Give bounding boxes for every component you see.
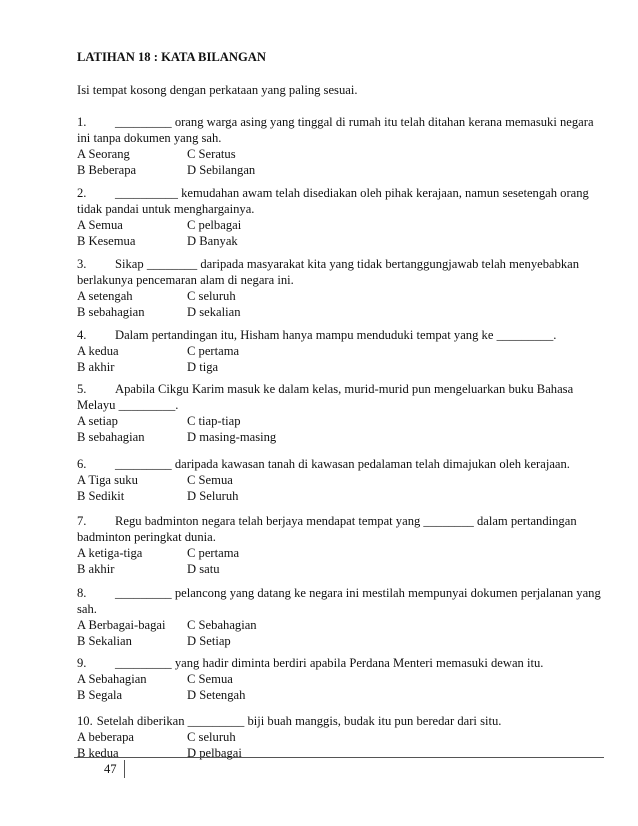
question-1 <box>77 114 602 178</box>
option-d: D masing-masing <box>187 430 277 444</box>
question-number: 7. <box>77 514 87 528</box>
options <box>77 146 602 178</box>
options <box>77 472 602 504</box>
option-b: B sebahagian <box>77 305 145 319</box>
option-d: D sekalian <box>187 305 241 319</box>
option-c: C Semua <box>187 672 233 686</box>
options <box>77 413 602 445</box>
options <box>77 343 602 375</box>
option-a: A kedua <box>77 344 119 358</box>
question-body: __________ kemudahan awam telah disediakan oleh pihak kerajaan, namun sesetengah orang tidak pandai untuk menghargainya. <box>77 186 589 216</box>
question-8 <box>77 585 602 649</box>
question-number: 3. <box>77 257 87 271</box>
question-5 <box>77 381 602 445</box>
option-a: A Semua <box>77 218 123 232</box>
question-3 <box>77 256 602 320</box>
option-b: B kedua <box>77 746 119 760</box>
option-b: B Segala <box>77 688 123 702</box>
option-b: B akhir <box>77 360 115 374</box>
options <box>77 545 602 577</box>
option-d: D Setengah <box>187 688 246 702</box>
question-body: _________ orang warga asing yang tinggal di rumah itu telah ditahan kerana memasuki negara ini tanpa dokumen yang sah. <box>77 115 594 145</box>
question-body: _________ daripada kawasan tanah di kawasan pedalaman telah dimajukan oleh kerajaan. <box>115 457 570 471</box>
question-body: Setelah diberikan _________ biji buah manggis, budak itu pun beredar dari situ. <box>96 714 502 728</box>
question-7 <box>77 513 602 577</box>
question-text <box>77 456 602 472</box>
question-text <box>77 655 602 671</box>
option-d: D Seluruh <box>187 489 239 503</box>
option-a: A Tiga suku <box>77 473 138 487</box>
option-d: D Banyak <box>187 234 238 248</box>
option-b: B akhir <box>77 562 115 576</box>
question-text <box>77 381 602 413</box>
question-number: 8. <box>77 586 87 600</box>
question-number: 4. <box>77 328 87 342</box>
question-number: 9. <box>77 656 87 670</box>
option-c: C Seratus <box>187 147 236 161</box>
question-text <box>77 185 602 217</box>
option-c: C seluruh <box>187 730 236 744</box>
question-number: 6. <box>77 457 87 471</box>
question-6 <box>77 456 602 504</box>
question-10 <box>77 713 602 761</box>
question-text <box>77 713 602 729</box>
option-a: A beberapa <box>77 730 134 744</box>
option-c: C pertama <box>187 546 240 560</box>
question-number: 2. <box>77 186 87 200</box>
question-body: _________ pelancong yang datang ke negara ini mestilah mempunyai dokumen perjalanan yang sah. <box>77 586 601 616</box>
option-d: D satu <box>187 562 220 576</box>
question-body: Regu badminton negara telah berjaya mendapat tempat yang ________ dalam pertandingan badminton peringkat dunia. <box>77 514 577 544</box>
page-title: LATIHAN 18 : KATA BILANGAN <box>77 50 266 64</box>
option-b: B Beberapa <box>77 163 137 177</box>
option-b: B Sekalian <box>77 634 132 648</box>
question-2 <box>77 185 602 249</box>
options <box>77 671 602 703</box>
options <box>77 217 602 249</box>
option-d: D pelbagai <box>187 746 242 760</box>
question-text <box>77 585 602 617</box>
question-4 <box>77 327 602 375</box>
option-b: B Sedikit <box>77 489 125 503</box>
options <box>77 288 602 320</box>
footer-divider <box>74 757 604 758</box>
option-d: D Sebilangan <box>187 163 256 177</box>
question-number: 10. <box>77 714 93 728</box>
option-a: A ketiga-tiga <box>77 546 143 560</box>
option-a: A Seorang <box>77 147 130 161</box>
instructions: Isi tempat kosong dengan perkataan yang paling sesuai. <box>77 83 358 97</box>
option-b: B Kesemua <box>77 234 136 248</box>
page-number: 47 <box>104 762 117 776</box>
option-d: D Setiap <box>187 634 231 648</box>
question-text <box>77 114 602 146</box>
question-text <box>77 513 602 545</box>
footer-separator <box>124 760 125 778</box>
option-c: C pertama <box>187 344 240 358</box>
option-c: C pelbagai <box>187 218 242 232</box>
options <box>77 617 602 649</box>
option-c: C Semua <box>187 473 233 487</box>
option-d: D tiga <box>187 360 219 374</box>
option-a: A Berbagai-bagai <box>77 618 166 632</box>
option-b: B sebahagian <box>77 430 145 444</box>
option-c: C tiap-tiap <box>187 414 241 428</box>
option-c: C seluruh <box>187 289 236 303</box>
question-text <box>77 256 602 288</box>
question-number: 5. <box>77 382 87 396</box>
option-a: A Sebahagian <box>77 672 147 686</box>
question-body: Dalam pertandingan itu, Hisham hanya mampu menduduki tempat yang ke _________. <box>115 328 557 342</box>
question-9 <box>77 655 602 703</box>
option-a: A setengah <box>77 289 133 303</box>
question-body: Apabila Cikgu Karim masuk ke dalam kelas, murid-murid pun mengeluarkan buku Bahasa Melayu _________. <box>77 382 574 412</box>
option-c: C Sebahagian <box>187 618 257 632</box>
question-text <box>77 327 602 343</box>
option-a: A setiap <box>77 414 118 428</box>
question-body: _________ yang hadir diminta berdiri apabila Perdana Menteri memasuki dewan itu. <box>115 656 544 670</box>
question-body: Sikap ________ daripada masyarakat kita yang tidak bertanggungjawab telah menyebabkan berlakunya pencemaran alam di negara ini. <box>77 257 580 287</box>
question-number: 1. <box>77 115 87 129</box>
